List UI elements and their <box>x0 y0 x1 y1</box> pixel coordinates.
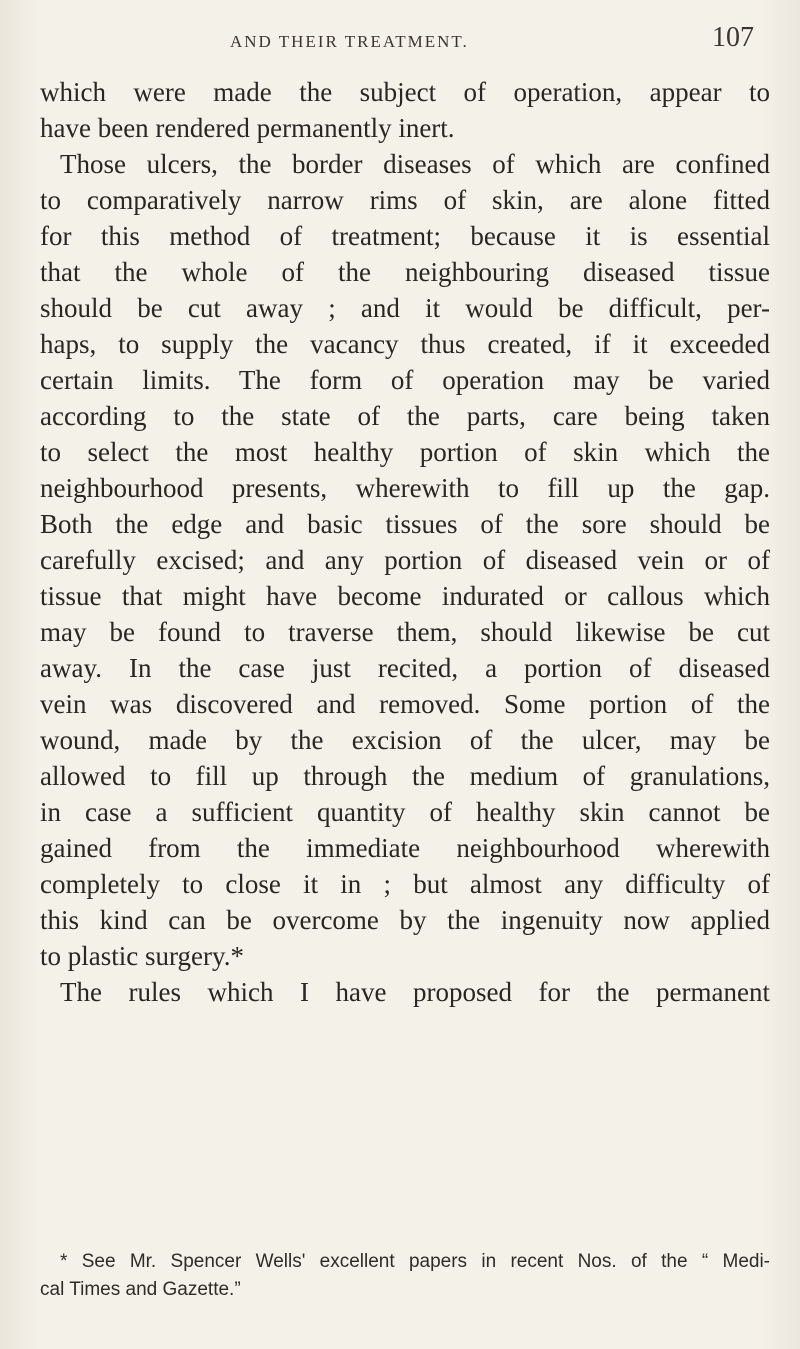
text-line: may be found to traverse them, should likewise be cut <box>40 617 770 647</box>
running-title: AND THEIR TREATMENT. <box>230 32 469 51</box>
footnote <box>40 1248 770 1304</box>
text-line: wound, made by the excision of the ulcer, may be <box>40 725 770 755</box>
text-line: have been rendered permanently inert. <box>40 113 455 143</box>
text-line: for this method of treatment; because it is essential <box>40 221 770 251</box>
body-text <box>40 74 770 1010</box>
text-line: that the whole of the neighbouring diseased tissue <box>40 257 770 287</box>
footnote-line: * See Mr. Spencer Wells' excellent papers in recent Nos. of the “ Medi- <box>60 1251 770 1272</box>
text-line: carefully excised; and any portion of diseased vein or of <box>40 545 770 575</box>
text-line: neighbourhood presents, wherewith to fill up the gap. <box>40 473 770 503</box>
text-line: to plastic surgery.* <box>40 941 244 971</box>
text-line: The rules which I have proposed for the permanent <box>60 977 770 1007</box>
text-line: vein was discovered and removed. Some portion of the <box>40 689 770 719</box>
text-line: haps, to supply the vacancy thus created, if it exceeded <box>40 329 770 359</box>
text-line: Those ulcers, the border diseases of which are confined <box>60 149 770 179</box>
text-line: gained from the immediate neighbourhood wherewith <box>40 833 770 863</box>
text-line: which were made the subject of operation, appear to <box>40 77 770 107</box>
footnote-line: cal Times and Gazette.” <box>40 1279 241 1300</box>
text-line: Both the edge and basic tissues of the sore should be <box>40 509 770 539</box>
page-header <box>0 14 800 54</box>
text-line: tissue that might have become indurated or callous which <box>40 581 770 611</box>
text-line: completely to close it in ; but almost any difficulty of <box>40 869 770 899</box>
text-line: to comparatively narrow rims of skin, are alone fitted <box>40 185 770 215</box>
page-number: 107 <box>712 22 754 53</box>
text-line: certain limits. The form of operation may be varied <box>40 365 770 395</box>
text-line: according to the state of the parts, care being taken <box>40 401 770 431</box>
text-line: to select the most healthy portion of skin which the <box>40 437 770 467</box>
text-line: away. In the case just recited, a portion of diseased <box>40 653 770 683</box>
text-line: allowed to fill up through the medium of granulations, <box>40 761 770 791</box>
text-line: this kind can be overcome by the ingenuity now applied <box>40 905 770 935</box>
text-line: in case a sufficient quantity of healthy skin cannot be <box>40 797 770 827</box>
text-line: should be cut away ; and it would be difficult, per- <box>40 293 770 323</box>
